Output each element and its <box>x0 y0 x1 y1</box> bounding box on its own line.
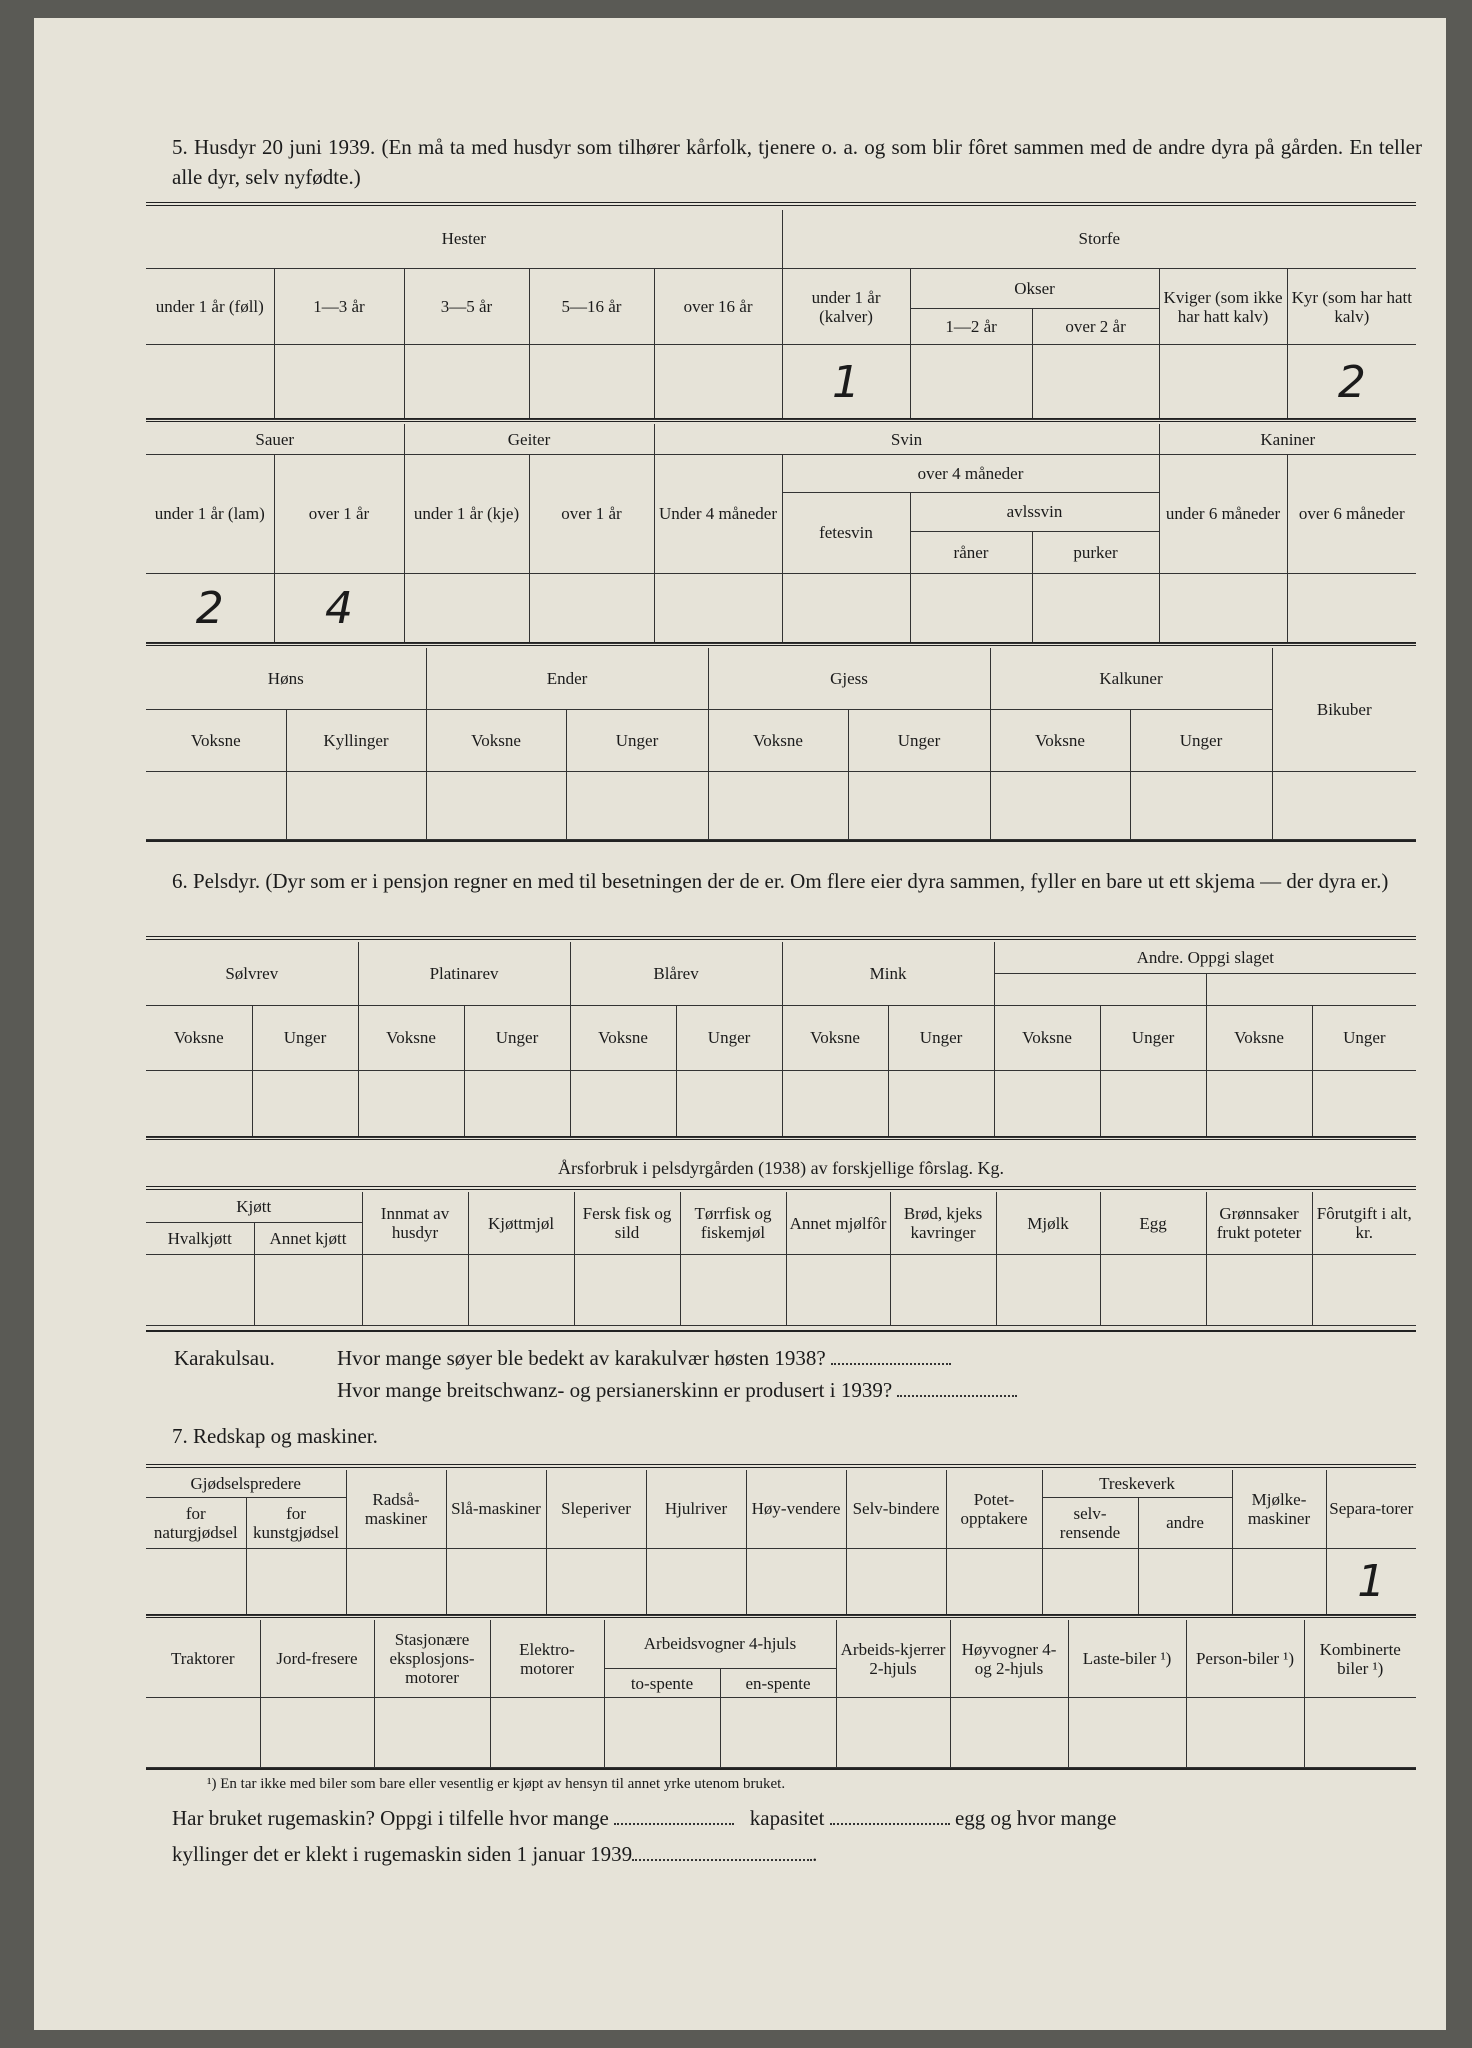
entry-cell[interactable] <box>1312 1255 1416 1326</box>
svin-header: Svin <box>654 424 1159 455</box>
col-header: Unger <box>1100 1005 1206 1070</box>
col-header: Kombinerte biler ¹) <box>1304 1620 1416 1698</box>
entry-cell[interactable] <box>146 1698 260 1768</box>
entry-cell[interactable] <box>1159 345 1287 420</box>
entry-cell[interactable] <box>950 1698 1068 1768</box>
livestock-table-horses-cattle <box>146 210 1416 420</box>
handwritten-value-separator[interactable]: 1 <box>1326 1548 1416 1616</box>
col-header: Tørrfisk og fiskemjøl <box>680 1192 786 1255</box>
divider <box>146 1464 1416 1468</box>
entry-cell[interactable] <box>546 1548 646 1616</box>
entry-cell[interactable] <box>146 1070 252 1137</box>
divider <box>146 936 1416 940</box>
entry-cell[interactable] <box>1138 1548 1232 1616</box>
divider <box>146 1614 1416 1618</box>
handwritten-value-kyr[interactable]: 2 <box>1287 345 1416 420</box>
entry-cell[interactable] <box>910 345 1032 420</box>
col-header: Unger <box>888 1005 994 1070</box>
gjess-header: Gjess <box>708 648 990 710</box>
entry-cell[interactable] <box>836 1698 950 1768</box>
sauer-header: Sauer <box>146 424 404 455</box>
section-7-heading: 7. Redskap og maskiner. <box>172 1424 378 1448</box>
col-header: Unger <box>848 710 990 772</box>
livestock-table-sheep-goats-pigs <box>146 424 1416 644</box>
entry-cell[interactable] <box>1304 1698 1416 1768</box>
entry-cell[interactable] <box>786 1255 890 1326</box>
col-header: Fersk fisk og sild <box>574 1192 680 1255</box>
col-header: råner <box>910 532 1032 574</box>
entry-cell[interactable] <box>1100 1255 1206 1326</box>
platinarev-header: Platinarev <box>358 942 570 1005</box>
divider <box>146 418 1416 422</box>
col-header: under 1 år (kalver) <box>782 268 910 345</box>
entry-cell[interactable] <box>1068 1698 1186 1768</box>
col-header: Voksne <box>146 710 286 772</box>
col-header: fetesvin <box>782 492 910 573</box>
col-header: Separa-torer <box>1326 1470 1416 1548</box>
col-header: Voksne <box>146 1005 252 1070</box>
entry-cell[interactable] <box>146 345 274 420</box>
entry-cell[interactable] <box>746 1548 846 1616</box>
poultry-table <box>146 648 1416 840</box>
entry-cell[interactable] <box>446 1548 546 1616</box>
col-header: Hvalkjøtt <box>146 1222 254 1254</box>
entry-cell[interactable] <box>286 772 426 840</box>
entry-cell[interactable] <box>1186 1698 1304 1768</box>
entry-cell[interactable] <box>846 1548 946 1616</box>
divider <box>146 1768 1416 1770</box>
col-header: Høy-vendere <box>746 1470 846 1548</box>
entry-cell[interactable] <box>994 1070 1100 1137</box>
col-header: Voksne <box>358 1005 464 1070</box>
col-header: 1—3 år <box>274 268 404 345</box>
entry-cell[interactable] <box>990 772 1130 840</box>
karakul-question-2: Hvor mange breitschwanz- og persianerskinn er produsert i 1939? <box>337 1376 1017 1404</box>
kaniner-header: Kaniner <box>1159 424 1416 455</box>
col-header: Kyr (som har hatt kalv) <box>1287 268 1416 345</box>
hester-header: Hester <box>146 210 782 268</box>
karakul-label: Karakulsau. <box>174 1346 275 1370</box>
mink-header: Mink <box>782 942 994 1005</box>
divider <box>146 202 1416 206</box>
hons-header: Høns <box>146 648 426 710</box>
col-header: 3—5 år <box>404 268 529 345</box>
col-header: selv-rensende <box>1042 1497 1138 1548</box>
col-header: Person-biler ¹) <box>1186 1620 1304 1698</box>
entry-cell[interactable] <box>146 1548 246 1616</box>
entry-cell[interactable] <box>404 345 529 420</box>
col-header: under 6 måneder <box>1159 455 1287 574</box>
entry-cell[interactable] <box>782 573 910 643</box>
col-header: Unger <box>252 1005 358 1070</box>
col-header: Voksne <box>570 1005 676 1070</box>
col-header: Unger <box>676 1005 782 1070</box>
col-header: 5—16 år <box>529 268 654 345</box>
col-header: Unger <box>1130 710 1272 772</box>
col-header: 1—2 år <box>910 309 1032 345</box>
entry-cell[interactable] <box>1206 1255 1312 1326</box>
rugemaskin-chicks-field[interactable] <box>632 1841 812 1861</box>
col-header: Laste-biler ¹) <box>1068 1620 1186 1698</box>
col-header: Traktorer <box>146 1620 260 1698</box>
entry-cell[interactable] <box>720 1698 836 1768</box>
col-header: Mjølke-maskiner <box>1232 1470 1326 1548</box>
col-header: for naturgjødsel <box>146 1497 246 1548</box>
col-header: Unger <box>464 1005 570 1070</box>
entry-cell[interactable] <box>782 1070 888 1137</box>
col-header: Hjulriver <box>646 1470 746 1548</box>
equipment-table-b <box>146 1620 1416 1768</box>
col-header: Innmat av husdyr <box>362 1192 468 1255</box>
entry-cell[interactable] <box>1232 1548 1326 1616</box>
geiter-header: Geiter <box>404 424 654 455</box>
col-header: over 16 år <box>654 268 782 345</box>
okser-header: Okser <box>910 268 1159 308</box>
karakul-answer-1[interactable] <box>831 1345 951 1365</box>
feed-table <box>146 1192 1416 1326</box>
entry-cell[interactable] <box>1100 1070 1206 1137</box>
col-header: Brød, kjeks kavringer <box>890 1192 996 1255</box>
entry-cell[interactable] <box>996 1255 1100 1326</box>
entry-cell[interactable] <box>1032 345 1159 420</box>
entry-cell[interactable] <box>1287 573 1416 643</box>
col-header: avlssvin <box>910 492 1159 532</box>
col-header: over 2 år <box>1032 309 1159 345</box>
divider <box>146 1186 1416 1190</box>
col-header: en-spente <box>720 1668 836 1698</box>
entry-cell[interactable] <box>680 1255 786 1326</box>
entry-cell[interactable] <box>708 772 848 840</box>
entry-cell[interactable] <box>468 1255 574 1326</box>
col-header: Unger <box>1312 1005 1416 1070</box>
karakul-answer-2[interactable] <box>897 1377 1017 1397</box>
ender-header: Ender <box>426 648 708 710</box>
kjott-header: Kjøtt <box>146 1192 362 1222</box>
entry-cell[interactable] <box>362 1255 468 1326</box>
col-header: Voksne <box>708 710 848 772</box>
divider <box>146 1136 1416 1140</box>
census-form-page <box>34 18 1446 2030</box>
col-header: over 6 måneder <box>1287 455 1416 574</box>
entry-cell[interactable] <box>1159 573 1287 643</box>
entry-cell[interactable] <box>570 1070 676 1137</box>
entry-cell[interactable] <box>346 1548 446 1616</box>
entry-cell[interactable] <box>1032 573 1159 643</box>
col-header: under 1 år (kje) <box>404 455 529 574</box>
entry-cell[interactable] <box>529 573 654 643</box>
col-header: Annet kjøtt <box>254 1222 362 1254</box>
col-header: purker <box>1032 532 1159 574</box>
rugemaskin-capacity-field[interactable] <box>830 1805 950 1825</box>
col-header: Sleperiver <box>546 1470 646 1548</box>
entry-cell[interactable] <box>654 573 782 643</box>
entry-cell[interactable] <box>260 1698 374 1768</box>
entry-cell[interactable] <box>374 1698 490 1768</box>
entry-cell[interactable] <box>1130 772 1272 840</box>
col-header: Annet mjølfôr <box>786 1192 890 1255</box>
col-header: Voksne <box>426 710 566 772</box>
andre-header: Andre. Oppgi slaget <box>994 942 1416 974</box>
andre-slag-2[interactable] <box>1206 974 1416 1006</box>
gjodsel-header: Gjødselspredere <box>146 1470 346 1497</box>
entry-cell[interactable] <box>146 1255 254 1326</box>
col-header: Høyvogner 4- og 2-hjuls <box>950 1620 1068 1698</box>
entry-cell[interactable] <box>246 1548 346 1616</box>
col-header: Elektro-motorer <box>490 1620 604 1698</box>
solvrev-header: Sølvrev <box>146 942 358 1005</box>
col-header: Mjølk <box>996 1192 1100 1255</box>
entry-cell[interactable] <box>848 772 990 840</box>
col-header: Voksne <box>1206 1005 1312 1070</box>
col-header: over 1 år <box>274 455 404 574</box>
section-6-heading: 6. Pelsdyr. (Dyr som er i pensjon regner en med til besetningen der de er. Om flere eier dyra sammen, fyller en bare ut ett skjema — der dyra er.) <box>172 869 1389 893</box>
rugemaskin-line-1: Har bruket rugemaskin? Oppgi i tilfelle hvor mange kapasitet egg og hvor mange <box>172 1806 1117 1830</box>
storfe-header: Storfe <box>782 210 1416 268</box>
footnote: ¹) En tar ikke med biler som bare eller vesentlig er kjøpt av hensyn til annet yrke utenom bruket. <box>207 1776 786 1792</box>
col-header: Selv-bindere <box>846 1470 946 1548</box>
col-header: Voksne <box>994 1005 1100 1070</box>
entry-cell[interactable] <box>654 345 782 420</box>
rugemaskin-line-2: kyllinger det er klekt i rugemaskin siden 1 januar 1939 . <box>172 1842 818 1866</box>
entry-cell[interactable] <box>888 1070 994 1137</box>
col-header: Voksne <box>782 1005 888 1070</box>
fur-animals-table <box>146 942 1416 1138</box>
entry-cell[interactable] <box>946 1548 1042 1616</box>
blarev-header: Blårev <box>570 942 782 1005</box>
arbeidsvogner-header: Arbeidsvogner 4-hjuls <box>604 1620 836 1668</box>
entry-cell[interactable] <box>404 573 529 643</box>
entry-cell[interactable] <box>1272 772 1416 840</box>
divider <box>146 1330 1416 1332</box>
entry-cell[interactable] <box>1312 1070 1416 1137</box>
handwritten-value-lam[interactable]: 2 <box>146 573 274 643</box>
section-5-heading: 5. Husdyr 20 juni 1939. (En må ta med husdyr som tilhører kårfolk, tjenere o. a. og som blir fôret sammen med de andre dyra på gården. En teller alle dyr, selv nyfødte.) <box>172 135 1422 189</box>
col-header: Under 4 måneder <box>654 455 782 574</box>
equipment-table-a <box>146 1470 1416 1616</box>
col-header: Voksne <box>990 710 1130 772</box>
col-header: under 1 år (føll) <box>146 268 274 345</box>
col-header: Kyllinger <box>286 710 426 772</box>
col-header: Jord-freserе <box>260 1620 374 1698</box>
col-header: for kunstgjødsel <box>246 1497 346 1548</box>
col-header: Radså-maskiner <box>346 1470 446 1548</box>
kalkuner-header: Kalkuner <box>990 648 1272 710</box>
feed-title: Årsforbruk i pelsdyrgården (1938) av forskjellige fôrslag. Kg. <box>557 1158 1005 1178</box>
entry-cell[interactable] <box>566 772 708 840</box>
entry-cell[interactable] <box>646 1548 746 1616</box>
entry-cell[interactable] <box>274 345 404 420</box>
entry-cell[interactable] <box>574 1255 680 1326</box>
col-header: to-spente <box>604 1668 720 1698</box>
divider <box>146 642 1416 646</box>
entry-cell[interactable] <box>490 1698 604 1768</box>
karakul-question-1: Hvor mange søyer ble bedekt av karakulvær høsten 1938? <box>337 1344 951 1372</box>
col-header: Arbeids-kjerrer 2-hjuls <box>836 1620 950 1698</box>
handwritten-value-sau[interactable]: 4 <box>274 573 404 643</box>
entry-cell[interactable] <box>146 772 286 840</box>
col-header: andre <box>1138 1497 1232 1548</box>
col-header: Grønnsaker frukt poteter <box>1206 1192 1312 1255</box>
divider <box>146 840 1416 842</box>
entry-cell[interactable] <box>910 573 1032 643</box>
col-header: Unger <box>566 710 708 772</box>
rugemaskin-count-field[interactable] <box>614 1805 734 1825</box>
col-header: Stasjonære eksplosjons-motorer <box>374 1620 490 1698</box>
col-header: over 4 måneder <box>782 455 1159 492</box>
entry-cell[interactable] <box>358 1070 464 1137</box>
col-header: Kjøttmjøl <box>468 1192 574 1255</box>
entry-cell[interactable] <box>1206 1070 1312 1137</box>
entry-cell[interactable] <box>529 345 654 420</box>
entry-cell[interactable] <box>252 1070 358 1137</box>
entry-cell[interactable] <box>676 1070 782 1137</box>
col-header: over 1 år <box>529 455 654 574</box>
handwritten-value-calves[interactable]: 1 <box>782 345 910 420</box>
entry-cell[interactable] <box>254 1255 362 1326</box>
col-header: Egg <box>1100 1192 1206 1255</box>
col-header: under 1 år (lam) <box>146 455 274 574</box>
entry-cell[interactable] <box>464 1070 570 1137</box>
bikuber-header: Bikuber <box>1272 648 1416 772</box>
entry-cell[interactable] <box>890 1255 996 1326</box>
entry-cell[interactable] <box>426 772 566 840</box>
col-header: Potet-opptakere <box>946 1470 1042 1548</box>
entry-cell[interactable] <box>1042 1548 1138 1616</box>
col-header: Slå-maskiner <box>446 1470 546 1548</box>
treskeverk-header: Treskeverk <box>1042 1470 1232 1497</box>
col-header: Fôrutgift i alt, kr. <box>1312 1192 1416 1255</box>
col-header: Kviger (som ikke har hatt kalv) <box>1159 268 1287 345</box>
entry-cell[interactable] <box>604 1698 720 1768</box>
andre-slag-1[interactable] <box>994 974 1206 1006</box>
